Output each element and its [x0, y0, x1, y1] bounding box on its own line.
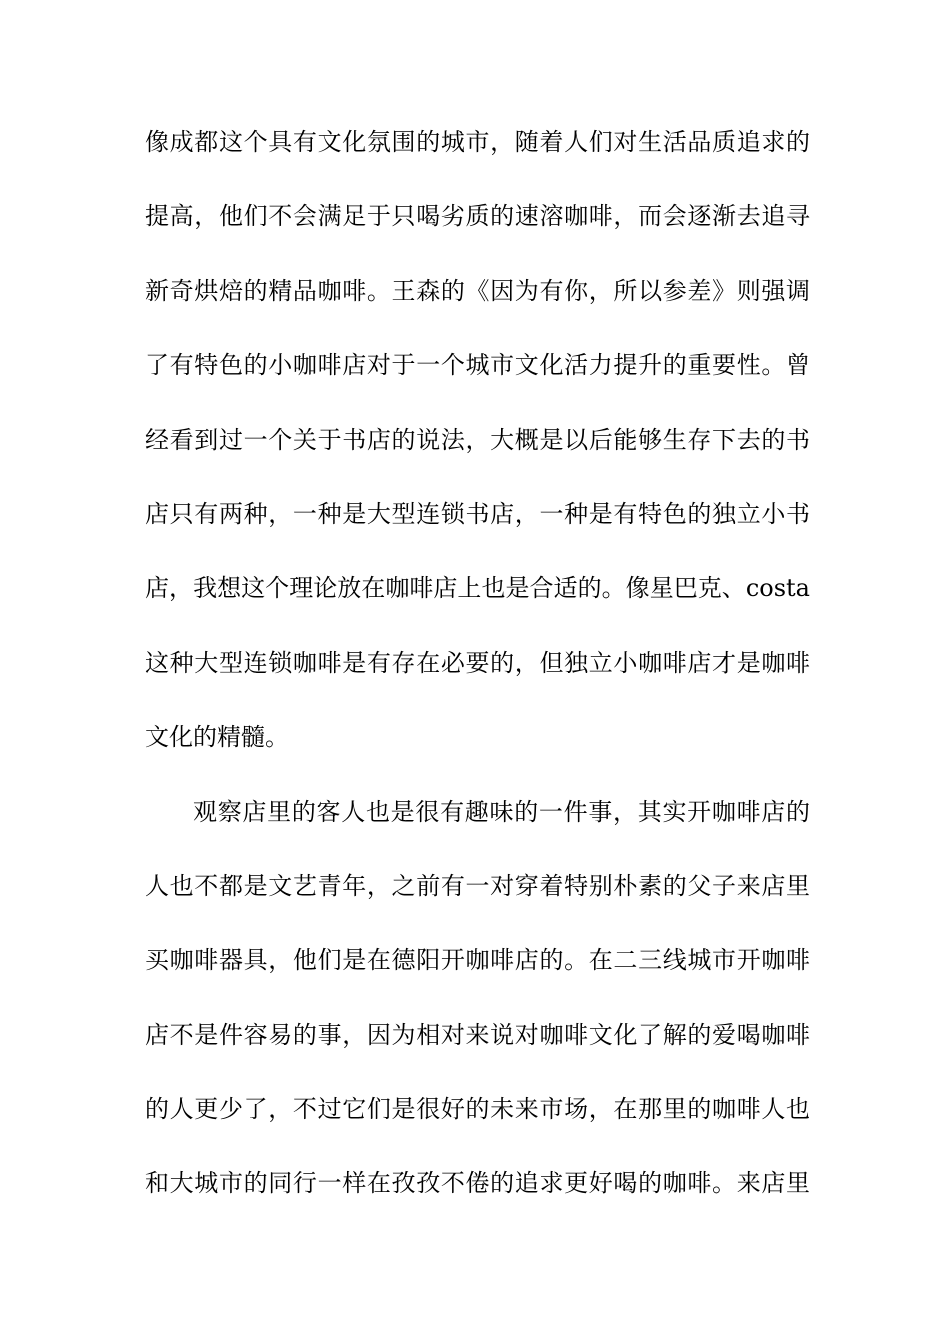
- text-line: 了有特色的小咖啡店对于一个城市文化活力提升的重要性。曾: [145, 351, 810, 380]
- body-text: [145, 130, 810, 1246]
- paragraph-end-line: 文化的精髓。: [145, 723, 289, 752]
- text-line: 店只有两种，一种是大型连锁书店，一种是有特色的独立小书: [145, 499, 810, 528]
- text-line: 这种大型连锁咖啡是有存在必要的，但独立小咖啡店才是咖啡: [145, 648, 810, 677]
- text-line: 店，我想这个理论放在咖啡店上也是合适的。像星巴克、costa: [145, 574, 810, 603]
- text-line: 店不是件容易的事，因为相对来说对咖啡文化了解的爱喝咖啡: [145, 1020, 810, 1049]
- text-line: 买咖啡器具，他们是在德阳开咖啡店的。在二三线城市开咖啡: [145, 946, 810, 975]
- text-line: 经看到过一个关于书店的说法，大概是以后能够生存下去的书: [145, 425, 810, 454]
- paragraph-first-line: 观察店里的客人也是很有趣味的一件事，其实开咖啡店的: [193, 797, 810, 826]
- text-line: 像成都这个具有文化氛围的城市，随着人们对生活品质追求的: [145, 128, 810, 156]
- text-line: 提高，他们不会满足于只喝劣质的速溶咖啡，而会逐渐去追寻: [145, 202, 810, 231]
- text-line: 的人更少了，不过它们是很好的未来市场，在那里的咖啡人也: [145, 1095, 810, 1124]
- text-line: 和大城市的同行一样在孜孜不倦的追求更好喝的咖啡。来店里: [145, 1169, 810, 1198]
- text-line: 人也不都是文艺青年，之前有一对穿着特别朴素的父子来店里: [145, 871, 810, 900]
- text-line: 新奇烘焙的精品咖啡。王森的《因为有你，所以参差》则强调: [145, 276, 810, 305]
